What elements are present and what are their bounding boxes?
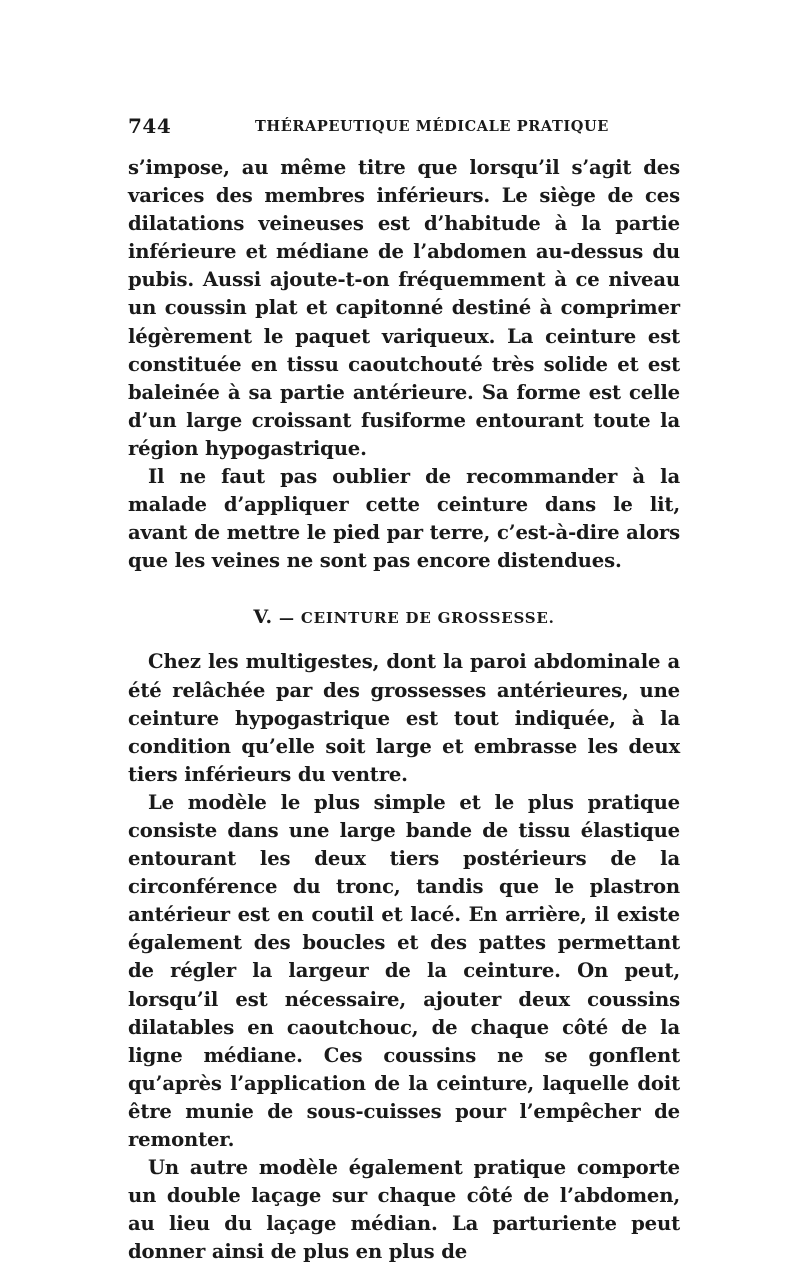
section-title: CEINTURE DE GROSSESSE. <box>300 609 555 628</box>
paragraph-other-model: Un autre modèle également pratique comporte un double laçage sur chaque côté de l’abdomen, au lieu du laçage médian. La parturiente peut donner ainsi de plus en plus de <box>128 1156 680 1264</box>
running-head <box>128 114 680 140</box>
paragraph-application-advice: Il ne faut pas oublier de recommander à la malade d’appliquer cette ceinture dans le lit, avant de mettre le pied par terre, c’est-à-dire alors que les veines ne sont pas encore distendues. <box>128 465 680 573</box>
running-title: THÉRAPEUTIQUE MÉDICALE PRATIQUE <box>255 118 609 135</box>
section-dash: — <box>279 609 295 628</box>
paragraph-simple-model: Le modèle le plus simple et le plus pratique consiste dans une large bande de tissu élastique entourant les deux tiers postérieurs de la circonférence du tronc, tandis que le plastron antérieur est en coutil et lacé. En arrière, il existe également des boucles et des pattes permettant de régler la largeur de la ceinture. On peut, lorsqu’il est nécessaire, ajouter deux coussins dilatables en caoutchouc, de chaque côté de la ligne médiane. Ces coussins ne se gonflent qu’après l’application de la ceinture, laquelle doit être munie de sous-cuisses pour l’empêcher de remonter. <box>128 790 680 1151</box>
body-text <box>128 154 680 1266</box>
paragraph-varices-continuation: s’impose, au même titre que lorsqu’il s’agit des varices des membres inférieurs. Le siège de ces dilatations veineuses est d’habitude à la partie inférieure et médiane de l’abdomen au-dessus du pubis. Aussi ajoute-t-on fréquemment à ce niveau un coussin plat et capitonné destiné à comprimer légèrement le paquet variqueux. La ceinture est constituée en tissu caoutchouté très solide et est baleinée à sa partie antérieure. Sa forme est celle d’un large croissant fusiforme entourant toute la région hypogastrique. <box>128 156 680 460</box>
page-number: 744 <box>128 114 172 138</box>
paragraph-multigestes: Chez les multigestes, dont la paroi abdominale a été relâchée par des grossesses antérieures, une ceinture hypogastrique est tout indiquée, à la condition qu’elle soit large et embrasse les deux tiers inférieurs du ventre. <box>128 650 680 786</box>
section-numeral: V. <box>253 606 273 629</box>
section-heading <box>128 607 680 628</box>
